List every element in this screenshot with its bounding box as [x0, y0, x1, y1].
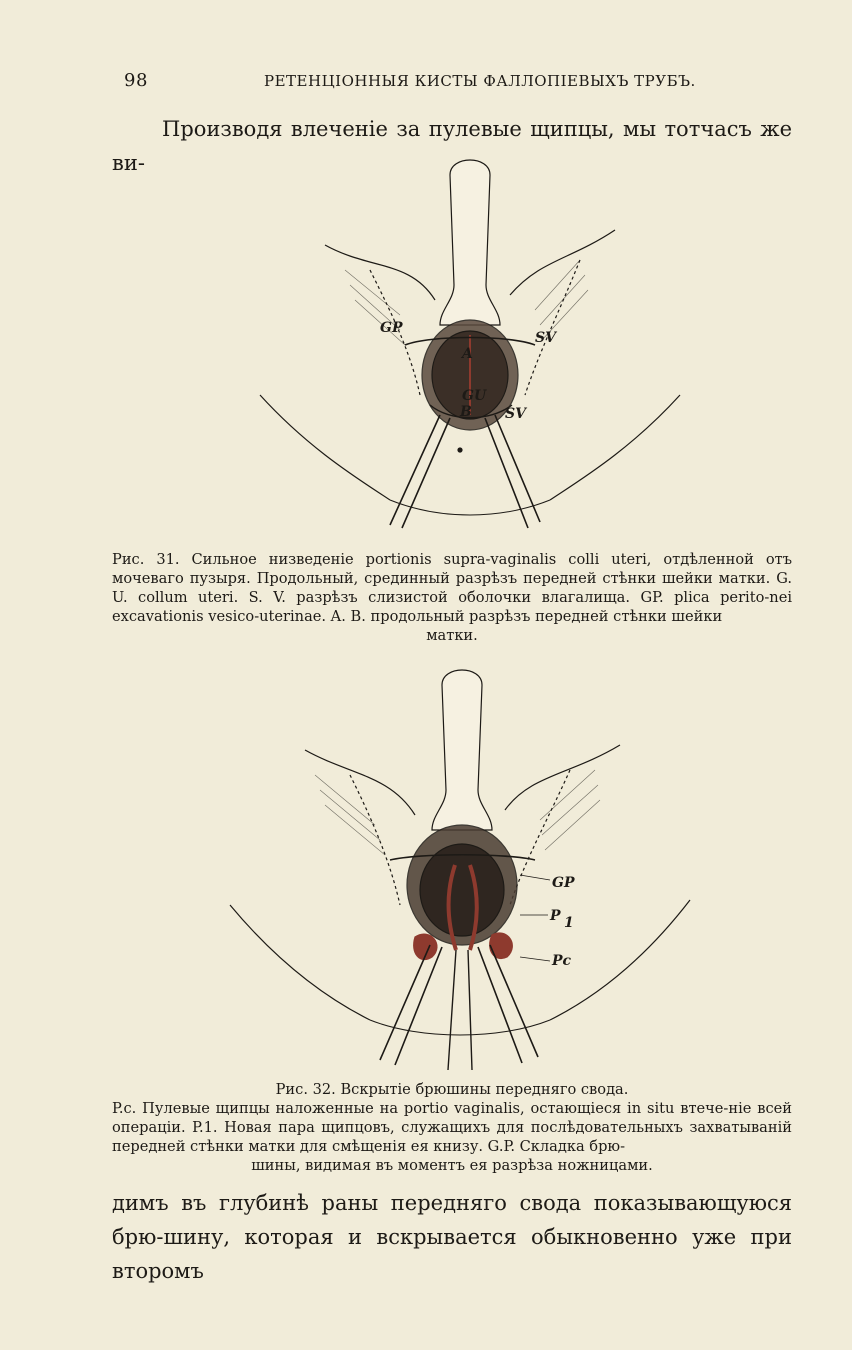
figure-31-illustration: [250, 150, 690, 530]
figure-31-caption-tail: матки.: [426, 627, 478, 644]
label-gp: GP: [552, 875, 575, 891]
figure-31-caption-text: Рис. 31. Сильное низведеніе portionis supra-vaginalis colli uteri, отдѣленной отъ мочеваго пузыря. Продольный, срединный разрѣзъ передней стѣнки шейки матки. G. U. collum uteri. S. V. разрѣзъ слизистой оболочки влагалища. GP. plica perito-nei excavationis vesico-uterinae. A. B. продольный разрѣзъ передней стѣнки шейки: [112, 551, 792, 625]
label-pc: Pc: [552, 953, 572, 969]
label-p1: P: [550, 908, 561, 924]
label-sv-top: SV: [535, 330, 556, 346]
label-gu: GU: [462, 388, 487, 404]
figure-32-illustration: [220, 665, 700, 1070]
label-p1-sub: 1: [564, 915, 574, 931]
paragraph-top: Производя влеченіе за пулевые щипцы, мы тотчасъ же ви-: [112, 117, 792, 175]
figure-31-caption: [112, 550, 792, 645]
figure-32-caption-body: P.c. Пулевые щипцы наложенные на portio vaginalis, остающіеся in situ втече-ніе всей операціи. P.1. Новая пара щипцовъ, служащихъ для послѣдовательныхъ захватыванiй передней стѣнки матки для смѣщенія ея книзу. G.P. Складка брю-: [112, 1100, 792, 1155]
label-gp: GP: [380, 320, 403, 336]
figure-32-caption-tail: шины, видимая въ моментъ ея разрѣза ножницами.: [251, 1157, 653, 1174]
label-sv-bottom: SV: [505, 406, 526, 422]
figure-32-caption-title: Рис. 32. Вскрытіе брюшины передняго свода.: [275, 1081, 629, 1098]
paragraph-bottom: димъ въ глубинѣ раны передняго свода показывающуюся брю-шину, которая и вскрывается обыкновенно уже при второмъ: [112, 1191, 792, 1283]
label-a: A: [462, 346, 473, 362]
running-head: [124, 70, 760, 94]
page-number: 98: [124, 70, 148, 91]
figure-32-caption: [112, 1080, 792, 1175]
running-title: РЕТЕНЦІОННЫЯ КИСТЫ ФАЛЛОПІЕВЫХЪ ТРУБЪ.: [264, 72, 696, 90]
label-b: B: [460, 404, 472, 420]
